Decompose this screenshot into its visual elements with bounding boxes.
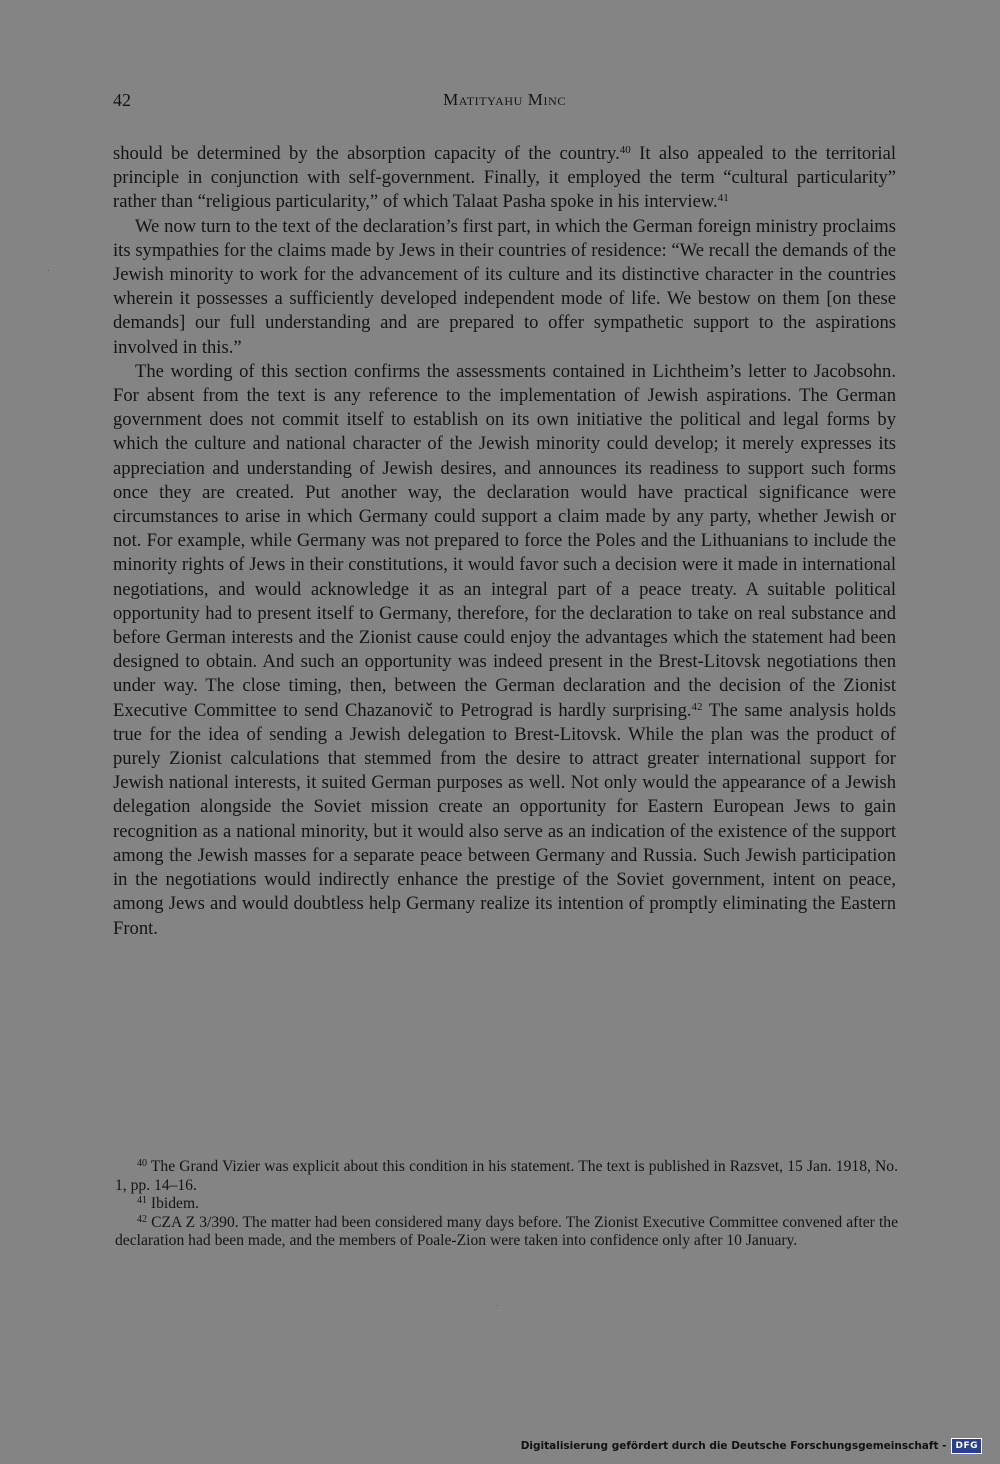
credit-text: Digitalisierung gefördert durch die Deutsche Forschungsgemeinschaft - [520, 1440, 947, 1452]
footnote-number: 42 [137, 1213, 147, 1225]
paragraph-2: We now turn to the text of the declaration’s first part, in which the German foreign ministry proclaims its sympathies for the claims made by Jews in their countries of residence: “We recall the demands of the Jewish minority to work for the advancement of its culture and its distinctive character in the countries wherein it possesses a sufficiently developed independent mode of life. We bestow on them [on these demands] our full understanding and are prepared to offer sympathetic support to the aspirations involved in this.” [113, 215, 896, 358]
running-head [113, 86, 896, 114]
footnotes [115, 1158, 898, 1251]
footnote-40 [115, 1158, 898, 1195]
paragraph-3-text-a: The wording of this section confirms the assessments contained in Lichtheim’s letter to Jacobsohn. For absent from the text is any reference to the implementation of Jewish aspirations. The German government does not commit itself to establish on its own initiative the political and legal forms by which the culture and national character of the Jewish minority could develop; it merely expresses its appreciation and understanding of Jewish desires, and announces its readiness to support such forms once they are created. Put another way, the declaration would have practical significance were circumstances to arise in which Germany could support a claim made by any party, whether Jewish or not. For example, while Germany was not prepared to force the Poles and the Lithuanians to include the minority rights of Jews in their constitutions, it would favor such a decision were it made in international negotiations, and would acknowledge it as an integral part of a peace treaty. A suitable political opportunity had to present itself to Germany, therefore, for the declaration to take on real substance and before German interests and the Zionist cause could enjoy the advantages which the statement had been designed to obtain. And such an opportunity was indeed present in the Brest-Litovsk negotiations then under way. The close timing, then, between the German declaration and the decision of the Zionist Executive Committee to send Chazanovič to Petrograd is hardly surprising. [113, 360, 896, 721]
digitization-credit [521, 1438, 982, 1454]
footnote-number: 41 [137, 1195, 147, 1207]
footnote-number: 40 [137, 1158, 147, 1169]
footnote-ref-42: 42 [691, 700, 703, 713]
footnote-ref-40: 40 [619, 144, 631, 156]
footnote-ref-41: 41 [717, 192, 729, 205]
footnote-text: CZA Z 3/390. The matter had been considered many days before. The Zionist Executive Committee convened after the declaration had been made, and the members of Poale-Zion were taken into confidence only after 10 January. [115, 1213, 898, 1250]
paragraph-3-text-b: The same analysis holds true for the idea of sending a Jewish delegation to Brest-Litovsk. While the plan was the product of purely Zionist calculations that stemmed from the desire to attract greater international support for Jewish national interests, it suited German purposes as well. Not only would the appearance of a Jewish delegation alongside the Soviet mission create an opportunity for Eastern European Jews to gain recognition as a national minority, but it would also serve as an indication of the existence of the support among the Jewish masses for a separate peace between Germany and Russia. Such Jewish participation in the negotiations would indirectly enhance the prestige of the Soviet government, intent on peace, among Jews and would doubtless help Germany realize its intention of promptly eliminating the Eastern Front. [113, 699, 896, 939]
paragraph-1 [113, 142, 896, 215]
footnote-text: Ibidem. [147, 1195, 199, 1213]
footnote-42 [115, 1214, 898, 1251]
footnote-41 [115, 1195, 898, 1214]
body-text [113, 142, 896, 941]
dfg-logo: DFG [951, 1438, 982, 1454]
footnote-text: The Grand Vizier was explicit about this condition in his statement. The text is published in Razsvet, 15 Jan. 1918, No. 1, pp. 14–16. [115, 1158, 898, 1194]
page-number: 42 [113, 90, 131, 110]
scan-speck [497, 1305, 498, 1306]
running-title: Matityahu Minc [443, 90, 566, 109]
scan-speck [48, 270, 49, 271]
paragraph-1-text-b: It also appealed to the territorial principle in conjunction with self-government. Finally, it employed the term “cultural particularity” rather than “religious particularity,” of which Talaat Pasha spoke in his interview. [113, 143, 897, 213]
paragraph-1-text-a: should be determined by the absorption capacity of the country. [113, 143, 620, 164]
paragraph-3 [113, 360, 896, 941]
